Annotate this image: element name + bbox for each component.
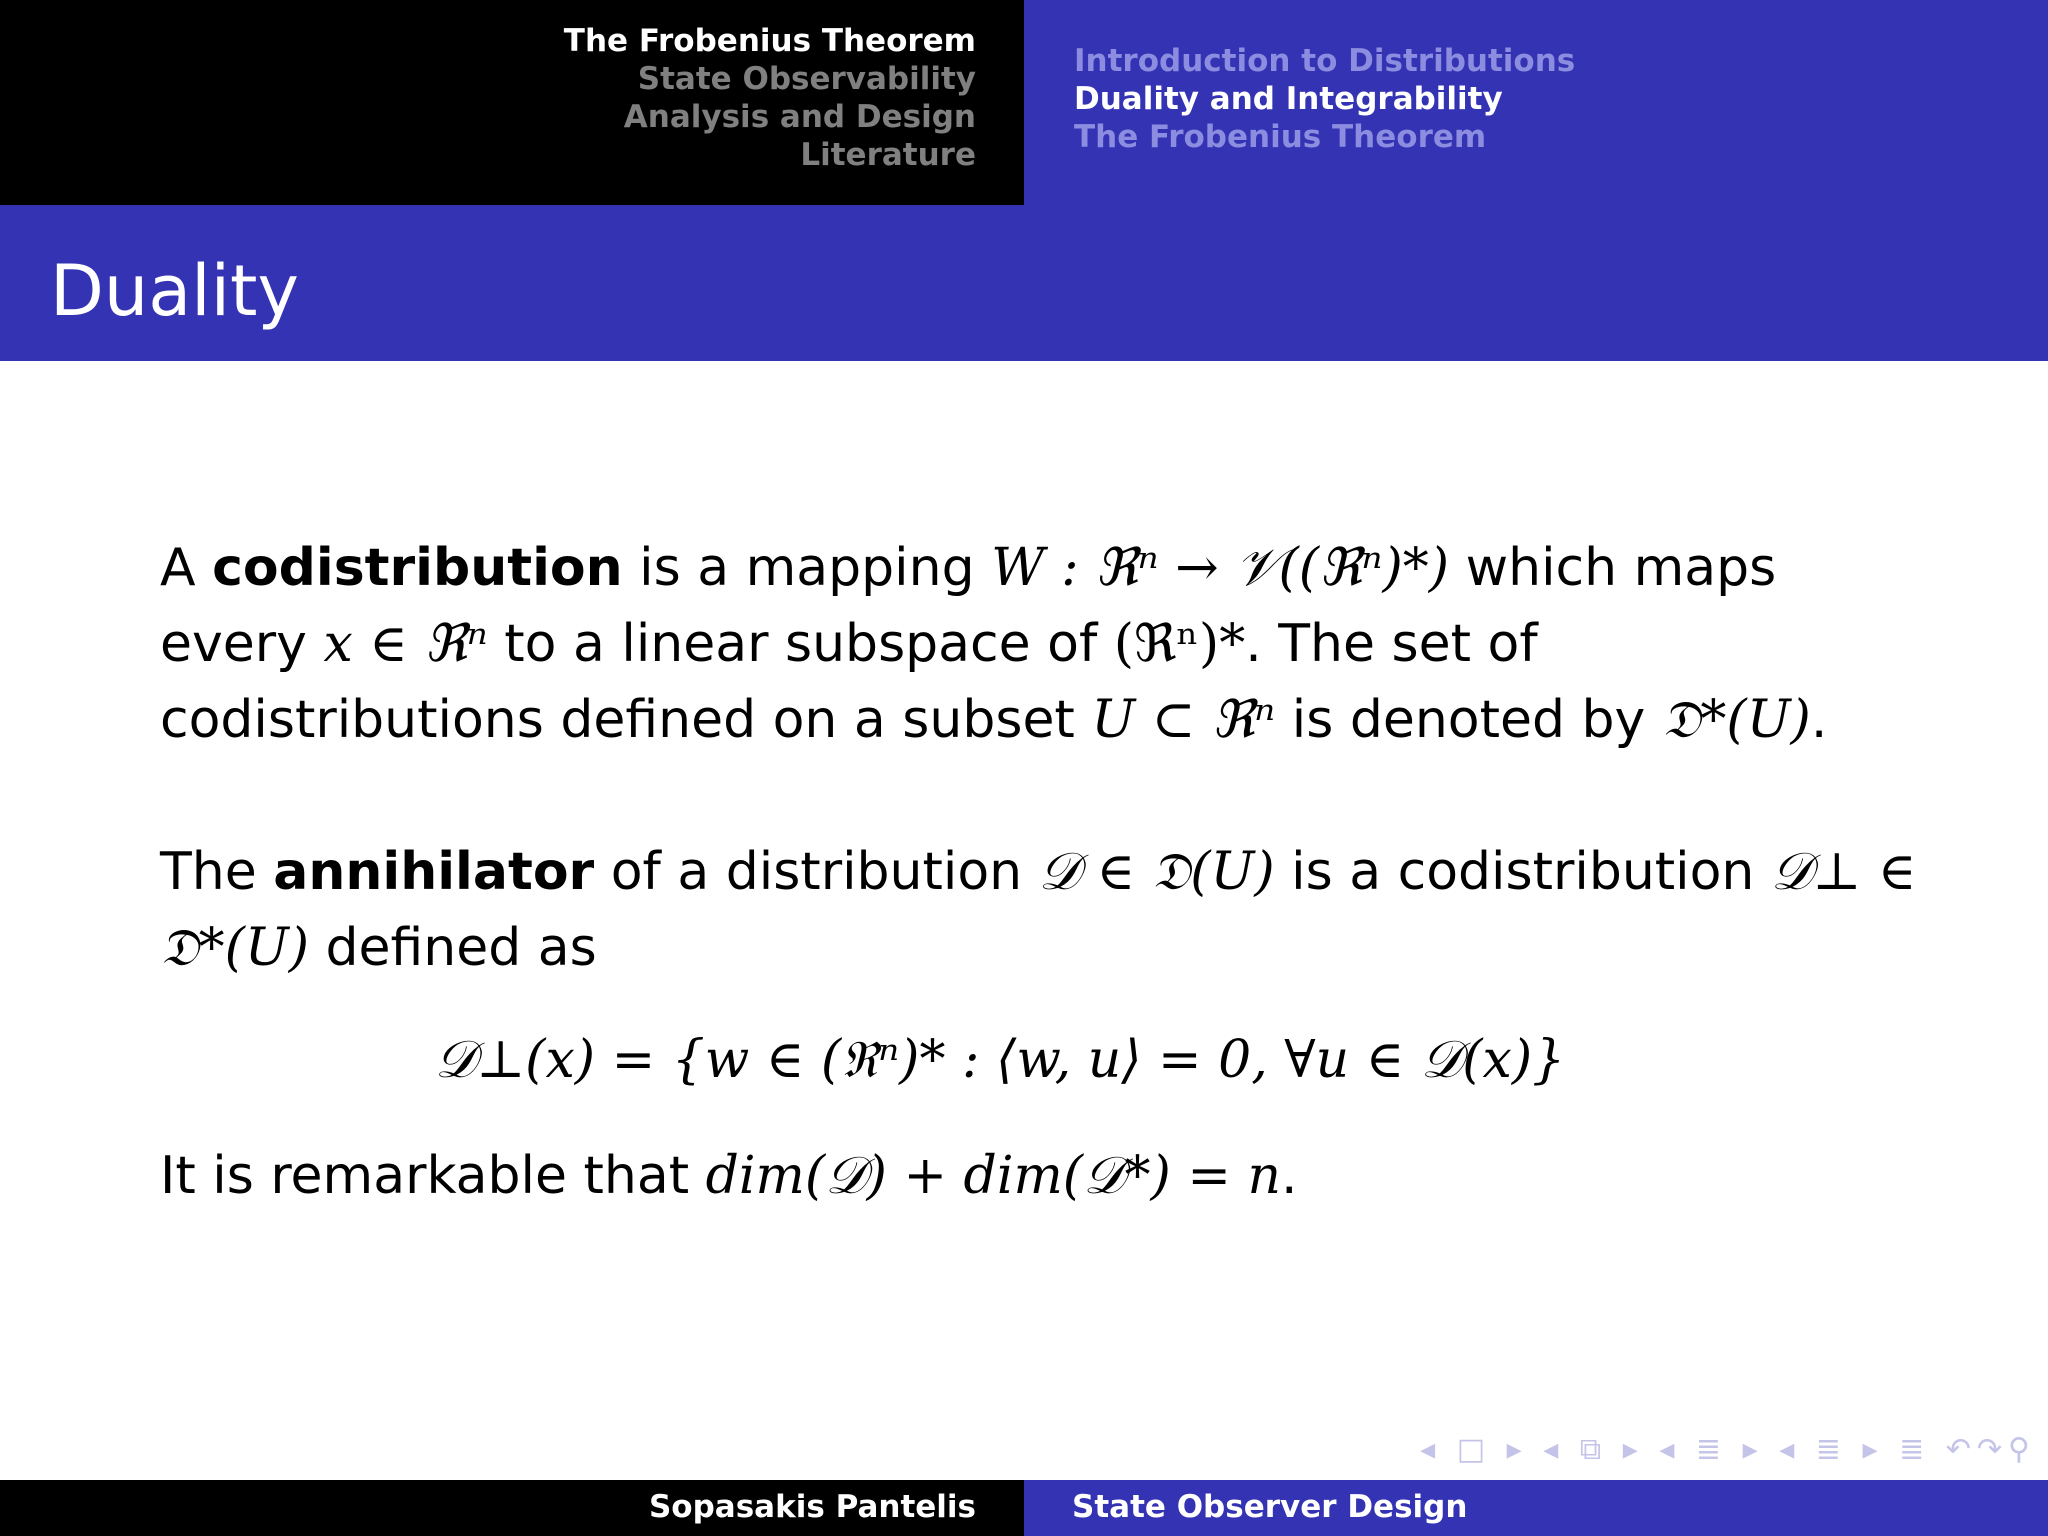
math-distribution: 𝒟 ∈ 𝔇(U) xyxy=(1038,842,1275,902)
text: A xyxy=(160,538,213,598)
math-mapping: W : ℜⁿ → 𝒱((ℜⁿ)*) xyxy=(991,538,1450,598)
annihilator-definition xyxy=(160,834,1920,986)
subsection-nav xyxy=(1074,42,1575,156)
math-subset-u: U ⊂ ℜⁿ xyxy=(1091,690,1276,750)
footer-author-bar xyxy=(0,1480,1024,1536)
subsection-link-introduction[interactable]: Introduction to Distributions xyxy=(1074,43,1576,79)
text: The xyxy=(160,842,274,902)
math-x-in-rn: x ∈ ℜⁿ xyxy=(323,614,488,674)
subsection-link-duality[interactable]: Duality and Integrability xyxy=(1074,81,1503,117)
section-link-literature[interactable]: Literature xyxy=(800,137,976,173)
frame-title: Duality xyxy=(50,250,299,332)
text: defined as xyxy=(308,918,597,978)
text: . xyxy=(1810,690,1828,750)
annihilator-equation: 𝒟⊥(x) = {w ∈ (ℜⁿ)* : ⟨w, u⟩ = 0, ∀u ∈ 𝒟(x)} xyxy=(434,1030,1566,1090)
term-annihilator: annihilator xyxy=(273,842,595,902)
header-subsections-panel xyxy=(1024,0,2048,205)
text: . xyxy=(1280,1146,1298,1206)
text: is denoted by xyxy=(1275,690,1662,750)
footer-short-title: State Observer Design xyxy=(1072,1489,1468,1525)
text: It is remarkable that xyxy=(160,1146,706,1206)
text: which maps every xyxy=(160,538,1777,674)
text: to a linear subspace of xyxy=(487,614,1114,674)
math-dimension: dim(𝒟) + dim(𝒟*) = n xyxy=(705,1146,1281,1206)
codistribution-definition xyxy=(160,530,1920,758)
text: is a mapping xyxy=(622,538,992,598)
footer-title-bar xyxy=(1024,1480,2048,1536)
header-sections-panel xyxy=(0,0,1024,205)
section-link-observability[interactable]: State Observability xyxy=(637,61,976,97)
text: . The set of codistributions defined on a subset xyxy=(160,614,1538,750)
dimension-remark xyxy=(160,1138,1920,1214)
slide-content xyxy=(160,530,1920,1214)
subsection-link-frobenius[interactable]: The Frobenius Theorem xyxy=(1074,119,1487,155)
text: of a distribution xyxy=(594,842,1039,902)
beamer-navigation-symbols[interactable]: ◂ □ ▸ ◂ ⧉ ▸ ◂ ≣ ▸ ◂ ≣ ▸ ≣ ↶↷⚲ xyxy=(1420,1432,2036,1467)
section-nav xyxy=(564,22,976,174)
footer-author: Sopasakis Pantelis xyxy=(648,1489,976,1525)
section-link-frobenius[interactable]: The Frobenius Theorem xyxy=(563,23,976,59)
term-codistribution: codistribution xyxy=(212,538,623,598)
math-codistribution-set: 𝔇*(U) xyxy=(1661,690,1811,750)
text: is a codistribution xyxy=(1274,842,1771,902)
paragraph-gap xyxy=(160,758,1920,834)
frame-title-bar xyxy=(0,205,2048,361)
math-dual-space: (ℜⁿ)* xyxy=(1113,614,1246,674)
math-annihilator: 𝒟⊥ ∈ 𝔇*(U) xyxy=(160,842,1917,978)
section-link-analysis[interactable]: Analysis and Design xyxy=(623,99,976,135)
